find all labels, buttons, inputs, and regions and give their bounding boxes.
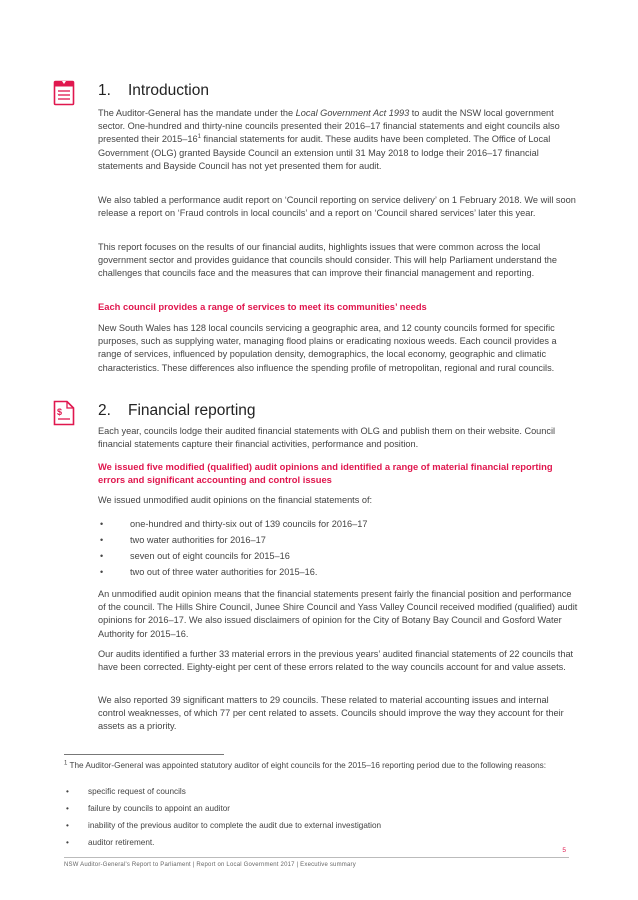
footer-text: NSW Auditor-General's Report to Parliament | Report on Local Government 2017 | Executive summary (64, 862, 356, 868)
section-1-title: Introduction (128, 82, 209, 99)
section-2-number: 2. (98, 402, 111, 419)
footnote (64, 760, 569, 771)
section-1-number: 1. (98, 82, 111, 99)
section-1-paragraph-4: New South Wales has 128 local councils servicing a geographic area, and 12 county councils formed for specific purposes, such as supplying water, managing flood plains or eradicating noxious weeds. Each council provides a range of services, influenced by population density, demographics, the local economy, geographic and climatic characteristics. These differences also influence the spending profile of metropolitan, regional and rural councils. (98, 323, 557, 373)
para-text: The Auditor-General has the mandate under the (98, 108, 296, 118)
section-1-heading (98, 82, 209, 100)
list-item: • inability of the previous auditor to complete the audit due to external investigation (64, 820, 569, 837)
section-2-paragraph-3: An unmodified audit opinion means that the financial statements present fairly the financial position and performance of the council. The Hills Shire Council, Junee Shire Council and Yass Valley Council received modified (qualified) audit opinions for 2016–17. We also issued disclaimers of opinion for the City of Botany Bay Council and Gosford Water Authority for 2015–16. (98, 589, 578, 639)
svg-text:$: $ (57, 407, 63, 417)
footnote-text: The Auditor-General was appointed statutory auditor of eight councils for the 2015–16 reporting period due to the following reasons: (67, 761, 547, 770)
list-item: • specific request of councils (64, 786, 569, 803)
document-report-icon (53, 80, 75, 106)
section-1-paragraph-1 (98, 107, 578, 173)
section-2-title: Financial reporting (128, 402, 256, 419)
audit-opinion-list (98, 518, 578, 582)
section-2-heading (98, 402, 256, 420)
act-name: Local Government Act 1993 (295, 108, 410, 118)
section-1-paragraph-3: This report focuses on the results of our financial audits, highlights issues that were common across the local government sector and provides guidance that councils should consider. This will help Parliament understand the challenges that councils face and the measures that can improve their financial management and reporting. (98, 242, 557, 279)
section-1-paragraph-2: We also tabled a performance audit report on ‘Council reporting on service delivery’ on 1 February 2018. We will soon release a report on ‘Fraud controls in local councils’ and a report on ‘Council shared services’ later this year. (98, 195, 576, 219)
footnote-reasons-list (64, 786, 569, 854)
footnote-reference[interactable]: 1 (197, 134, 201, 141)
list-item: • one-hundred and thirty-six out of 139 councils for 2016–17 (98, 518, 578, 534)
para-text: financial statements for audit. These audits have been completed. The Office of Local Government (OLG) granted Bayside Council an extension until 31 May 2018 to lodge their 2016–17 financial statements and Bayside Council has not yet presented them for audit. (98, 134, 551, 171)
section-2-paragraph-2: We issued unmodified audit opinions on the financial statements of: (98, 495, 373, 505)
section-2-paragraph-5: We also reported 39 significant matters to 29 councils. These related to material accounting issues and internal control weaknesses, of which 77 per cent related to assets. Councils should improve the way they account for their assets as a priority. (98, 695, 564, 732)
list-item: • two water authorities for 2016–17 (98, 534, 578, 550)
page-number: 5 (562, 847, 566, 854)
list-item: • failure by councils to appoint an auditor (64, 803, 569, 820)
list-item: • seven out of eight councils for 2015–16 (98, 550, 578, 566)
section-2-paragraph-1: Each year, councils lodge their audited financial statements with OLG and publish them on their website. Council financial statements capture their financial activities, performance and position. (98, 426, 556, 450)
list-item: • two out of three water authorities for 2015–16. (98, 566, 578, 582)
section-2-paragraph-4: Our audits identified a further 33 material errors in the previous years’ audited financial statements of 22 councils that have been corrected. Eighty-eight per cent of these errors related to the way councils account for and value assets. (98, 649, 574, 673)
footnote-divider (64, 754, 224, 755)
para-text: to audit the NSW local government sector. One-hundred and thirty-nine councils presented their 2016–17 financial statements and eight councils also presented their 2015–16 (98, 108, 560, 145)
footnote-marker: 1 (64, 760, 68, 767)
list-item: • auditor retirement. (64, 837, 569, 854)
section-1-subheading: Each council provides a range of services to meet its communities’ needs (98, 301, 427, 312)
section-2-subheading: We issued five modified (qualified) audit opinions and identified a range of material financial reporting errors and significant accounting and control issues (98, 461, 553, 486)
financial-document-icon (53, 400, 75, 426)
footer-divider (64, 857, 569, 858)
